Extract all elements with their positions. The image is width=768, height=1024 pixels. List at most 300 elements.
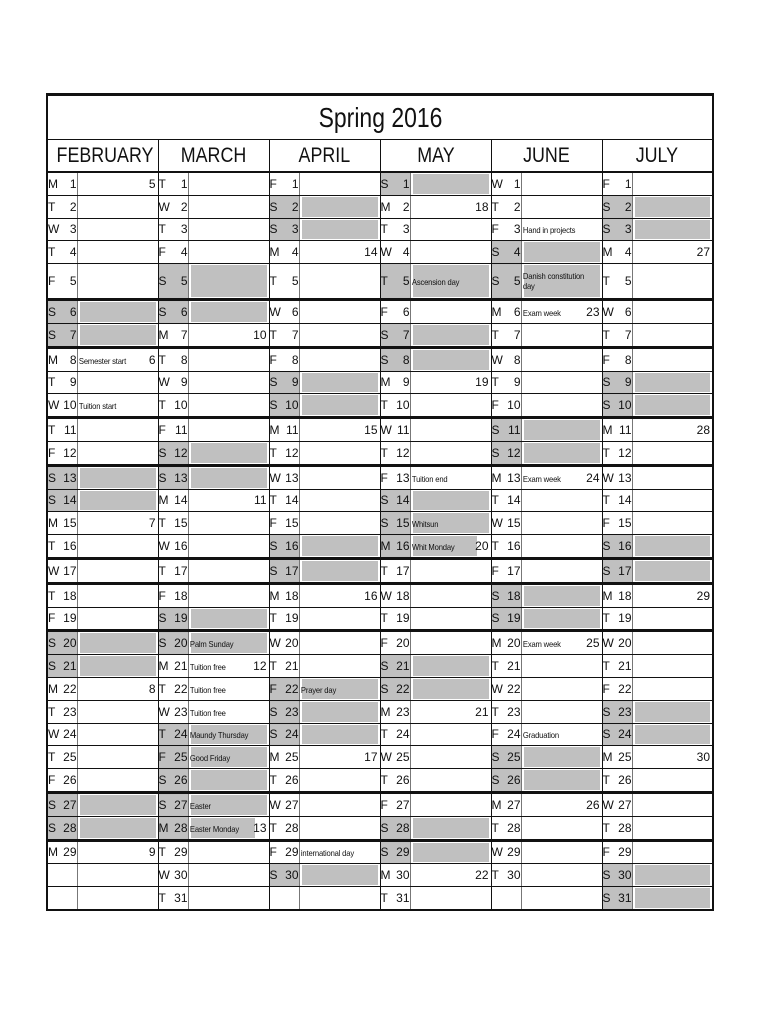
weekday-letter: S <box>158 769 171 793</box>
day-annotation-cell <box>632 489 713 512</box>
day-number: 2 <box>282 195 299 218</box>
weekday-letter: W <box>158 864 171 887</box>
day-annotation-cell <box>632 583 713 607</box>
day-number: 9 <box>615 371 632 394</box>
weekday-letter: T <box>158 723 171 746</box>
day-number: 3 <box>282 218 299 241</box>
weekend-holiday-shading <box>413 843 489 863</box>
day-number: 1 <box>171 172 188 195</box>
weekday-letter: T <box>380 887 393 910</box>
day-annotation-cell <box>299 535 380 559</box>
weekday-letter: F <box>380 631 393 655</box>
weekend-holiday-shading <box>80 302 156 322</box>
weekday-letter: W <box>269 300 282 324</box>
weekday-letter: W <box>158 700 171 723</box>
event-note: Hand in projects <box>522 225 575 236</box>
day-annotation-cell <box>77 558 158 583</box>
day-annotation-cell <box>410 700 491 723</box>
day-number: 16 <box>615 535 632 559</box>
day-number: 12 <box>60 441 77 465</box>
day-annotation-cell <box>410 394 491 418</box>
calendar-row <box>47 418 713 442</box>
day-number: 28 <box>615 816 632 840</box>
weekday-letter: T <box>380 769 393 793</box>
day-number: 9 <box>393 371 410 394</box>
weekday-letter: F <box>491 723 504 746</box>
weekend-holiday-shading <box>302 702 378 722</box>
weekday-letter: T <box>602 264 615 300</box>
weekday-letter: T <box>47 700 60 723</box>
event-note: Graduation <box>522 730 559 741</box>
day-annotation-cell <box>77 723 158 746</box>
day-annotation-cell <box>410 840 491 864</box>
day-number: 10 <box>60 394 77 418</box>
day-annotation-cell <box>410 489 491 512</box>
weekday-letter: M <box>380 195 393 218</box>
weekday-letter: S <box>47 792 60 816</box>
weekday-letter: S <box>602 887 615 910</box>
calendar-row <box>47 887 713 910</box>
weekday-letter: M <box>491 465 504 489</box>
calendar-row <box>47 172 713 195</box>
weekday-letter: W <box>491 512 504 535</box>
day-annotation-cell <box>632 512 713 535</box>
weekday-letter: S <box>380 172 393 195</box>
weekday-letter: T <box>491 489 504 512</box>
day-number: 3 <box>60 218 77 241</box>
day-number: 30 <box>282 864 299 887</box>
calendar-row <box>47 746 713 769</box>
day-number: 30 <box>393 864 410 887</box>
day-number: 29 <box>171 840 188 864</box>
weekday-letter: M <box>602 241 615 264</box>
weekday-letter: W <box>602 300 615 324</box>
week-number: 17 <box>364 750 378 765</box>
day-number: 5 <box>282 264 299 300</box>
day-number: 25 <box>282 746 299 769</box>
weekday-letter: T <box>269 323 282 347</box>
day-number: 20 <box>282 631 299 655</box>
day-number: 9 <box>504 371 521 394</box>
day-number: 28 <box>504 816 521 840</box>
day-annotation-cell <box>188 465 269 489</box>
calendar-row <box>47 512 713 535</box>
day-annotation-cell <box>77 677 158 700</box>
weekend-holiday-shading <box>191 265 267 297</box>
day-annotation-cell <box>188 418 269 442</box>
event-note: Tuition free <box>189 707 226 718</box>
day-annotation-cell <box>410 300 491 324</box>
month-label: FEBRUARY <box>56 143 154 167</box>
day-number: 13 <box>60 465 77 489</box>
day-number: 23 <box>171 700 188 723</box>
day-annotation-cell <box>632 746 713 769</box>
day-number: 4 <box>393 241 410 264</box>
calendar-row <box>47 677 713 700</box>
day-annotation-cell <box>632 418 713 442</box>
day-annotation-cell <box>77 465 158 489</box>
weekday-letter: S <box>491 607 504 631</box>
weekday-letter: T <box>158 172 171 195</box>
day-annotation-cell <box>77 840 158 864</box>
week-number: 26 <box>586 797 600 812</box>
day-annotation-cell <box>521 864 602 887</box>
day-annotation-cell <box>299 723 380 746</box>
weekday-letter: T <box>269 816 282 840</box>
event-note: Whit Monday <box>411 542 455 553</box>
day-annotation-cell <box>632 371 713 394</box>
weekday-letter: S <box>602 394 615 418</box>
month-header-april <box>269 140 380 173</box>
event-note: Exam week <box>522 308 561 319</box>
day-number: 25 <box>504 746 521 769</box>
weekday-letter: T <box>158 558 171 583</box>
calendar-row <box>47 655 713 678</box>
day-annotation-cell <box>188 864 269 887</box>
weekday-letter: S <box>158 441 171 465</box>
day-annotation-cell <box>632 172 713 195</box>
weekday-letter: T <box>47 418 60 442</box>
day-annotation-cell <box>299 195 380 218</box>
day-annotation-cell <box>299 347 380 371</box>
day-annotation-cell <box>299 323 380 347</box>
day-number: 28 <box>60 816 77 840</box>
day-annotation-cell <box>632 769 713 793</box>
weekday-letter: T <box>158 512 171 535</box>
event-note: Tuition end <box>411 473 447 484</box>
calendar-row <box>47 558 713 583</box>
day-annotation-cell <box>77 489 158 512</box>
day-number: 24 <box>282 723 299 746</box>
weekend-holiday-shading <box>80 325 156 345</box>
day-annotation-cell <box>188 792 269 816</box>
weekend-holiday-shading <box>80 656 156 676</box>
weekday-letter: S <box>158 792 171 816</box>
day-annotation-cell <box>299 769 380 793</box>
day-number: 20 <box>171 631 188 655</box>
day-number: 22 <box>171 677 188 700</box>
day-number: 10 <box>615 394 632 418</box>
day-annotation-cell <box>188 441 269 465</box>
day-annotation-cell <box>77 887 158 910</box>
weekday-letter: T <box>602 655 615 678</box>
day-annotation-cell <box>521 441 602 465</box>
weekday-letter: W <box>491 172 504 195</box>
day-number: 19 <box>60 607 77 631</box>
day-number: 23 <box>504 700 521 723</box>
weekday-letter: S <box>158 631 171 655</box>
event-note: Tuition free <box>189 662 226 673</box>
day-annotation-cell <box>521 816 602 840</box>
weekday-letter: S <box>380 512 393 535</box>
day-annotation-cell <box>188 816 269 840</box>
calendar-row <box>47 394 713 418</box>
day-number: 28 <box>282 816 299 840</box>
day-number: 6 <box>60 300 77 324</box>
weekday-letter: S <box>602 195 615 218</box>
day-annotation-cell <box>188 264 269 300</box>
day-number: 13 <box>171 465 188 489</box>
weekday-letter <box>47 864 60 887</box>
day-number: 29 <box>504 840 521 864</box>
day-number: 3 <box>393 218 410 241</box>
week-number: 23 <box>586 305 600 320</box>
weekend-holiday-shading <box>413 350 489 370</box>
weekday-letter: W <box>491 677 504 700</box>
weekday-letter: S <box>602 723 615 746</box>
weekday-letter: T <box>491 535 504 559</box>
weekday-letter: S <box>491 769 504 793</box>
day-number: 21 <box>615 655 632 678</box>
day-annotation-cell <box>632 195 713 218</box>
weekday-letter: F <box>602 172 615 195</box>
day-annotation-cell <box>77 323 158 347</box>
day-annotation-cell <box>521 172 602 195</box>
day-number: 1 <box>504 172 521 195</box>
week-number: 29 <box>696 588 711 603</box>
weekday-letter: W <box>158 195 171 218</box>
weekday-letter: S <box>269 864 282 887</box>
day-number: 6 <box>504 300 521 324</box>
day-annotation-cell <box>188 631 269 655</box>
day-number: 15 <box>282 512 299 535</box>
day-annotation-cell <box>632 465 713 489</box>
day-number <box>504 887 521 910</box>
day-annotation-cell <box>410 535 491 559</box>
day-annotation-cell <box>299 816 380 840</box>
day-number: 17 <box>282 558 299 583</box>
day-number: 2 <box>615 195 632 218</box>
day-annotation-cell <box>410 172 491 195</box>
weekend-holiday-shading <box>413 818 489 838</box>
day-annotation-cell <box>188 489 269 512</box>
day-number: 30 <box>171 864 188 887</box>
day-annotation-cell <box>188 218 269 241</box>
week-number: 13 <box>253 820 267 835</box>
day-annotation-cell <box>521 323 602 347</box>
month-header-february <box>47 140 158 173</box>
day-number: 17 <box>171 558 188 583</box>
day-number: 11 <box>60 418 77 442</box>
week-number: 24 <box>586 470 600 485</box>
day-annotation-cell <box>188 840 269 864</box>
day-annotation-cell <box>521 769 602 793</box>
weekday-letter: M <box>269 583 282 607</box>
day-annotation-cell <box>299 746 380 769</box>
day-number: 20 <box>615 631 632 655</box>
day-number: 3 <box>615 218 632 241</box>
day-annotation-cell <box>410 218 491 241</box>
week-number: 5 <box>148 176 156 191</box>
day-number: 5 <box>615 264 632 300</box>
weekday-letter: W <box>269 792 282 816</box>
day-number: 7 <box>615 323 632 347</box>
weekday-letter: S <box>47 300 60 324</box>
day-annotation-cell <box>188 195 269 218</box>
day-number: 17 <box>504 558 521 583</box>
week-number: 10 <box>253 327 267 342</box>
week-number: 7 <box>148 516 156 531</box>
weekday-letter: T <box>380 264 393 300</box>
weekday-letter: S <box>380 347 393 371</box>
day-annotation-cell <box>299 241 380 264</box>
day-annotation-cell <box>188 887 269 910</box>
calendar-row <box>47 323 713 347</box>
calendar-row <box>47 792 713 816</box>
day-annotation-cell <box>521 700 602 723</box>
day-number: 10 <box>171 394 188 418</box>
day-annotation-cell <box>521 535 602 559</box>
weekday-letter: T <box>158 677 171 700</box>
weekend-holiday-shading <box>413 325 489 345</box>
weekday-letter: S <box>380 677 393 700</box>
week-number: 27 <box>696 245 711 260</box>
weekday-letter: F <box>380 300 393 324</box>
weekday-letter: W <box>380 746 393 769</box>
weekday-letter: S <box>602 218 615 241</box>
day-number: 5 <box>171 264 188 300</box>
day-annotation-cell <box>299 558 380 583</box>
weekday-letter: F <box>491 558 504 583</box>
day-annotation-cell <box>410 441 491 465</box>
calendar-row <box>47 218 713 241</box>
day-annotation-cell <box>521 631 602 655</box>
weekday-letter: T <box>380 558 393 583</box>
weekday-letter <box>269 887 282 910</box>
weekday-letter: S <box>269 535 282 559</box>
day-number: 26 <box>393 769 410 793</box>
day-number <box>60 887 77 910</box>
day-number: 16 <box>393 535 410 559</box>
day-annotation-cell <box>521 241 602 264</box>
weekday-letter: T <box>380 441 393 465</box>
weekday-letter: T <box>269 607 282 631</box>
weekend-holiday-shading <box>635 865 711 885</box>
weekday-letter: S <box>380 323 393 347</box>
day-annotation-cell <box>410 512 491 535</box>
day-number: 21 <box>171 655 188 678</box>
weekend-holiday-shading <box>302 220 378 240</box>
day-number: 4 <box>171 241 188 264</box>
day-number: 15 <box>504 512 521 535</box>
week-number: 16 <box>364 588 378 603</box>
weekday-letter: M <box>602 418 615 442</box>
weekday-letter: S <box>491 264 504 300</box>
weekday-letter: W <box>491 347 504 371</box>
day-number: 15 <box>615 512 632 535</box>
weekend-holiday-shading <box>302 865 378 885</box>
day-number: 25 <box>615 746 632 769</box>
day-number: 6 <box>171 300 188 324</box>
weekday-letter: F <box>380 465 393 489</box>
weekday-letter: S <box>491 583 504 607</box>
day-number: 2 <box>171 195 188 218</box>
day-annotation-cell <box>188 394 269 418</box>
weekend-holiday-shading <box>413 491 489 511</box>
day-annotation-cell <box>632 607 713 631</box>
calendar-row <box>47 371 713 394</box>
calendar-row <box>47 535 713 559</box>
week-number: 12 <box>253 659 267 674</box>
weekday-letter: S <box>602 864 615 887</box>
day-annotation-cell <box>299 418 380 442</box>
weekday-letter: M <box>380 371 393 394</box>
weekday-letter: M <box>602 746 615 769</box>
day-annotation-cell <box>77 631 158 655</box>
weekday-letter: W <box>269 465 282 489</box>
weekday-letter: W <box>602 792 615 816</box>
week-number: 19 <box>475 375 489 390</box>
day-number: 27 <box>282 792 299 816</box>
weekday-letter: M <box>380 700 393 723</box>
week-number: 6 <box>148 352 156 367</box>
day-annotation-cell <box>410 769 491 793</box>
day-number: 8 <box>615 347 632 371</box>
weekday-letter: T <box>47 371 60 394</box>
weekday-letter: S <box>269 394 282 418</box>
weekday-letter: M <box>47 347 60 371</box>
day-annotation-cell <box>521 489 602 512</box>
week-number: 14 <box>364 245 378 260</box>
day-annotation-cell <box>410 631 491 655</box>
weekday-letter: W <box>269 631 282 655</box>
day-annotation-cell <box>410 323 491 347</box>
day-number: 29 <box>60 840 77 864</box>
weekday-letter: T <box>491 195 504 218</box>
weekday-letter: S <box>491 418 504 442</box>
weekday-letter: F <box>602 677 615 700</box>
day-annotation-cell <box>632 864 713 887</box>
day-annotation-cell <box>410 655 491 678</box>
day-annotation-cell <box>632 323 713 347</box>
weekday-letter: T <box>158 347 171 371</box>
weekday-letter: F <box>380 792 393 816</box>
weekday-letter: T <box>602 769 615 793</box>
week-number: 22 <box>475 868 489 883</box>
day-annotation-cell <box>632 840 713 864</box>
week-number: 8 <box>148 681 156 696</box>
event-note: Exam week <box>522 473 561 484</box>
day-number: 18 <box>60 583 77 607</box>
day-annotation-cell <box>299 394 380 418</box>
weekday-letter: M <box>491 792 504 816</box>
day-annotation-cell <box>188 512 269 535</box>
weekend-holiday-shading <box>524 586 600 606</box>
calendar-row <box>47 264 713 300</box>
day-number: 12 <box>171 441 188 465</box>
day-annotation-cell <box>299 677 380 700</box>
weekday-letter: F <box>269 172 282 195</box>
month-label: JULY <box>636 143 679 167</box>
month-header-june <box>491 140 602 173</box>
event-note: Ascension day <box>411 277 459 288</box>
weekend-holiday-shading <box>413 679 489 699</box>
weekend-holiday-shading <box>191 609 267 629</box>
weekday-letter: W <box>158 535 171 559</box>
day-annotation-cell <box>299 631 380 655</box>
weekday-letter: T <box>491 864 504 887</box>
day-number: 13 <box>393 465 410 489</box>
weekend-holiday-shading <box>635 725 711 745</box>
weekday-letter: T <box>380 723 393 746</box>
day-number: 26 <box>282 769 299 793</box>
day-number: 14 <box>60 489 77 512</box>
weekday-letter: S <box>380 655 393 678</box>
day-number: 8 <box>60 347 77 371</box>
weekday-letter: M <box>158 323 171 347</box>
day-annotation-cell <box>77 300 158 324</box>
day-annotation-cell <box>521 840 602 864</box>
